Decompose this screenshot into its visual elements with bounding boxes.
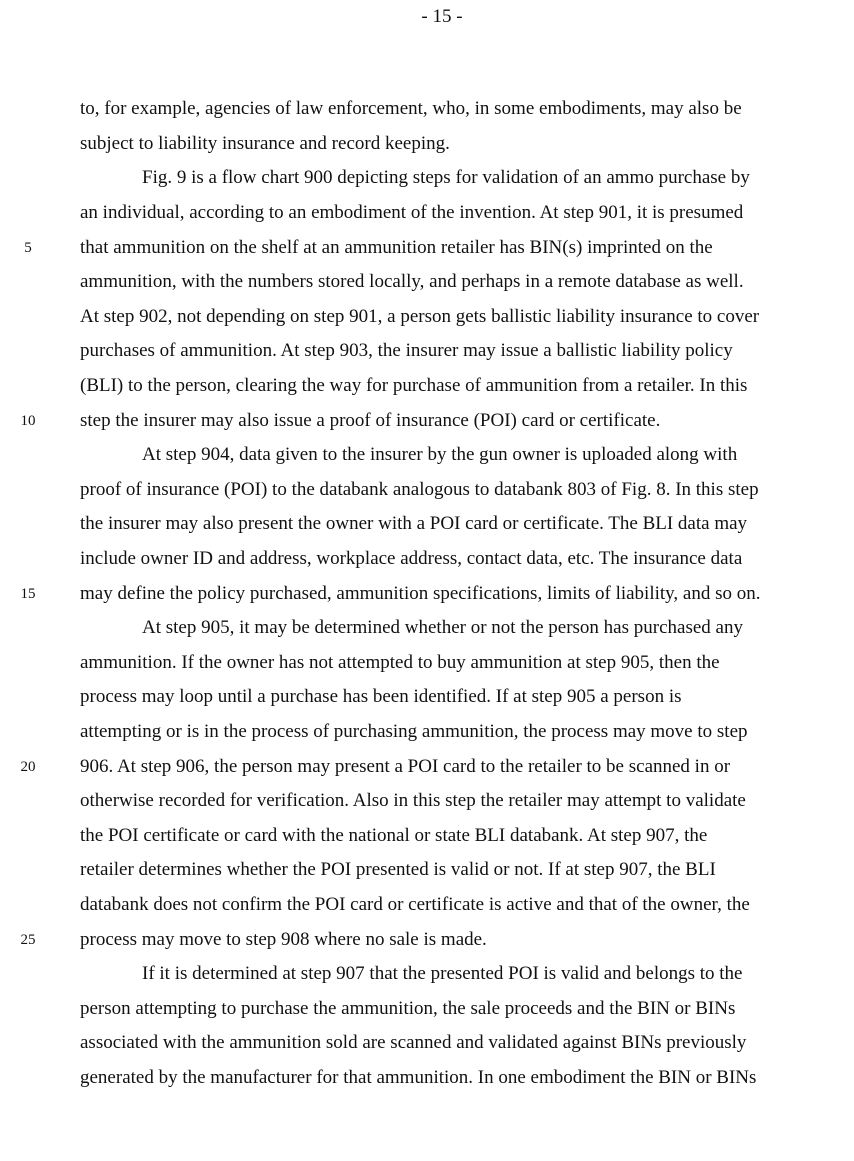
text-line: generated by the manufacturer for that ammunition. In one embodiment the BIN or BINs — [80, 1067, 757, 1088]
paragraph-start-line: At step 904, data given to the insurer by the gun owner is uploaded along with — [142, 444, 738, 465]
text-line: step the insurer may also issue a proof of insurance (POI) card or certificate. — [80, 410, 661, 431]
text-line: databank does not confirm the POI card or certificate is active and that of the owner, the — [80, 894, 750, 915]
text-line: the insurer may also present the owner with a POI card or certificate. The BLI data may — [80, 513, 748, 534]
text-line: otherwise recorded for verification. Also in this step the retailer may attempt to validate — [80, 790, 746, 811]
text-line: ammunition. If the owner has not attempted to buy ammunition at step 905, then the — [80, 652, 720, 673]
line-number: 5 — [24, 240, 32, 256]
text-line: retailer determines whether the POI presented is valid or not. If at step 907, the BLI — [80, 859, 716, 880]
text-line: At step 902, not depending on step 901, a person gets ballistic liability insurance to cover — [80, 306, 760, 327]
text-line: that ammunition on the shelf at an ammunition retailer has BIN(s) imprinted on the — [80, 237, 713, 258]
text-line: proof of insurance (POI) to the databank analogous to databank 803 of Fig. 8. In this step — [80, 479, 759, 500]
text-line: subject to liability insurance and record keeping. — [80, 133, 450, 154]
text-line: attempting or is in the process of purchasing ammunition, the process may move to step — [80, 721, 748, 742]
text-line: associated with the ammunition sold are scanned and validated against BINs previously — [80, 1032, 747, 1053]
text-line: to, for example, agencies of law enforcement, who, in some embodiments, may also be — [80, 98, 742, 119]
line-number: 25 — [20, 932, 36, 948]
text-line: purchases of ammunition. At step 903, the insurer may issue a ballistic liability policy — [80, 340, 733, 361]
paragraph-start-line: Fig. 9 is a flow chart 900 depicting steps for validation of an ammo purchase by — [142, 167, 750, 188]
text-line: may define the policy purchased, ammunition specifications, limits of liability, and so on. — [80, 583, 761, 604]
text-line: the POI certificate or card with the national or state BLI databank. At step 907, the — [80, 825, 708, 846]
text-line: (BLI) to the person, clearing the way for purchase of ammunition from a retailer. In this — [80, 375, 748, 396]
text-line: ammunition, with the numbers stored locally, and perhaps in a remote database as well. — [80, 271, 744, 292]
text-line: an individual, according to an embodiment of the invention. At step 901, it is presumed — [80, 202, 744, 223]
text-line: 906. At step 906, the person may present a POI card to the retailer to be scanned in or — [80, 756, 731, 777]
line-number: 20 — [20, 759, 36, 775]
text-line: process may loop until a purchase has been identified. If at step 905 a person is — [80, 686, 682, 707]
text-line: include owner ID and address, workplace address, contact data, etc. The insurance data — [80, 548, 743, 569]
paragraph-start-line: If it is determined at step 907 that the presented POI is valid and belongs to the — [142, 963, 743, 984]
text-line: person attempting to purchase the ammunition, the sale proceeds and the BIN or BINs — [80, 998, 736, 1019]
line-number: 10 — [20, 413, 36, 429]
page-number: - 15 - — [421, 6, 463, 27]
line-number: 15 — [20, 586, 36, 602]
text-line: process may move to step 908 where no sale is made. — [80, 929, 487, 950]
paragraph-start-line: At step 905, it may be determined whether or not the person has purchased any — [142, 617, 743, 638]
